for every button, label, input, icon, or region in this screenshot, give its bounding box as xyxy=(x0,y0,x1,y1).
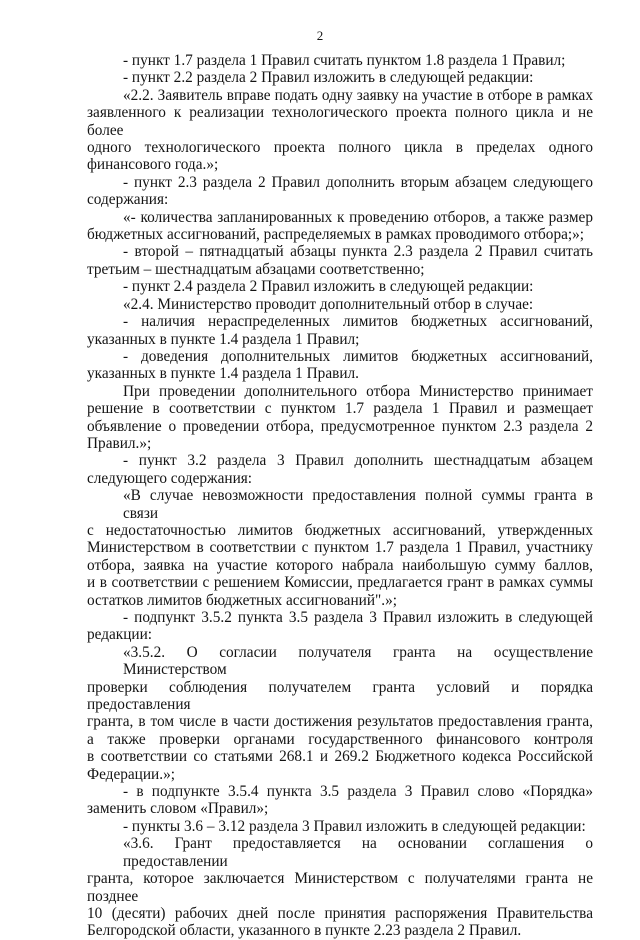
text-line: Федерации.»; xyxy=(87,765,175,783)
text-line: заявленного к реализации технологического проекта полного цикла и не более xyxy=(87,104,593,139)
text-line: и в соответствии с решением Комиссии, предлагается грант в рамках суммы xyxy=(87,574,593,592)
text-line: - пункт 2.2 раздела 2 Правил изложить в следующей редакции: xyxy=(123,69,534,87)
text-line: - подпункт 3.5.2 пункта 3.5 раздела 3 Правил изложить в следующей xyxy=(123,609,593,626)
text-line: гранта, в том числе в части достижения результатов предоставления гранта, xyxy=(87,713,593,731)
text-line: - наличия нераспределенных лимитов бюджетных ассигнований, xyxy=(123,313,593,331)
text-line: - доведения дополнительных лимитов бюджетных ассигнований, xyxy=(123,347,593,365)
text-line: указанных в пункте 1.4 раздела 1 Правил. xyxy=(87,365,359,383)
text-line: «3.5.2. О согласии получателя гранта на осуществление Министерством xyxy=(123,643,593,679)
text-line: «- количества запланированных к проведению отборов, а также размер xyxy=(123,208,593,226)
text-line: Белгородской области, указанного в пункте 2.23 раздела 2 Правил. xyxy=(87,922,522,940)
text-line: Министерством в соответствии с пунктом 1.7 раздела 1 Правил, участнику xyxy=(87,539,593,557)
page-number: 2 xyxy=(316,28,324,43)
text-line: указанных в пункте 1.4 раздела 1 Правил; xyxy=(87,330,360,348)
text-line: - пункт 2.3 раздела 2 Правил дополнить вторым абзацем следующего xyxy=(123,173,593,191)
text-line: - пункт 3.2 раздела 3 Правил дополнить шестнадцатым абзацем xyxy=(123,452,593,470)
text-line: содержания: xyxy=(87,191,169,209)
text-line: - в подпункте 3.5.4 пункта 3.5 раздела 3 Правил слово «Порядка» xyxy=(123,783,593,801)
text-line: бюджетных ассигнований, распределяемых в рамках проводимого отбора;»; xyxy=(87,226,585,244)
text-line: заменить словом «Правил»; xyxy=(87,800,269,818)
text-line: остатков лимитов бюджетных ассигнований".»; xyxy=(87,591,397,609)
text-line: - пункты 3.6 – 3.12 раздела 3 Правил изложить в следующей редакции: xyxy=(123,817,586,835)
text-line: в соответствии со статьями 268.1 и 269.2 Бюджетного кодекса Российской xyxy=(87,748,593,766)
text-line: следующего содержания: xyxy=(87,469,253,487)
text-line: - второй – пятнадцатый абзацы пункта 2.3 раздела 2 Правил считать xyxy=(123,243,593,261)
text-line: 10 (десяти) рабочих дней после принятия распоряжения Правительства xyxy=(87,904,593,922)
text-line: редакции: xyxy=(87,626,153,644)
document-body xyxy=(87,52,593,940)
text-line: «2.2. Заявитель вправе подать одну заявку на участие в отборе в рамках xyxy=(123,86,593,104)
text-line: с недостаточностью лимитов бюджетных ассигнований, утвержденных xyxy=(87,521,593,539)
text-line: объявление о проведении отбора, предусмотренное пунктом 2.3 раздела 2 xyxy=(87,417,593,435)
text-line: «3.6. Грант предоставляется на основании соглашения о предоставлении xyxy=(123,835,593,870)
text-line: - пункт 1.7 раздела 1 Правил считать пунктом 1.8 раздела 1 Правил; xyxy=(123,52,566,69)
text-line: а также проверки органами государственного финансового контроля xyxy=(87,730,593,748)
text-line: - пункт 2.4 раздела 2 Правил изложить в следующей редакции: xyxy=(123,278,534,296)
text-line: одного технологического проекта полного цикла в пределах одного xyxy=(87,139,593,157)
text-line: Правил.»; xyxy=(87,434,152,452)
text-line: проверки соблюдения получателем гранта условий и порядка предоставления xyxy=(87,678,593,714)
text-line: При проведении дополнительного отбора Министерство принимает xyxy=(123,382,593,400)
text-line: отбора, заявка на участие которого набрала наибольшую сумму баллов, xyxy=(87,556,593,574)
text-line: «2.4. Министерство проводит дополнительный отбор в случае: xyxy=(123,295,534,313)
text-line: решение в соответствии с пунктом 1.7 раздела 1 Правил и размещает xyxy=(87,400,593,418)
text-line: «В случае невозможности предоставления полной суммы гранта в связи xyxy=(123,487,593,522)
text-line: третьим – шестнадцатым абзацами соответственно; xyxy=(87,260,425,278)
text-line: финансового года.»; xyxy=(87,156,219,174)
text-line: гранта, которое заключается Министерством с получателями гранта не позднее xyxy=(87,870,593,905)
